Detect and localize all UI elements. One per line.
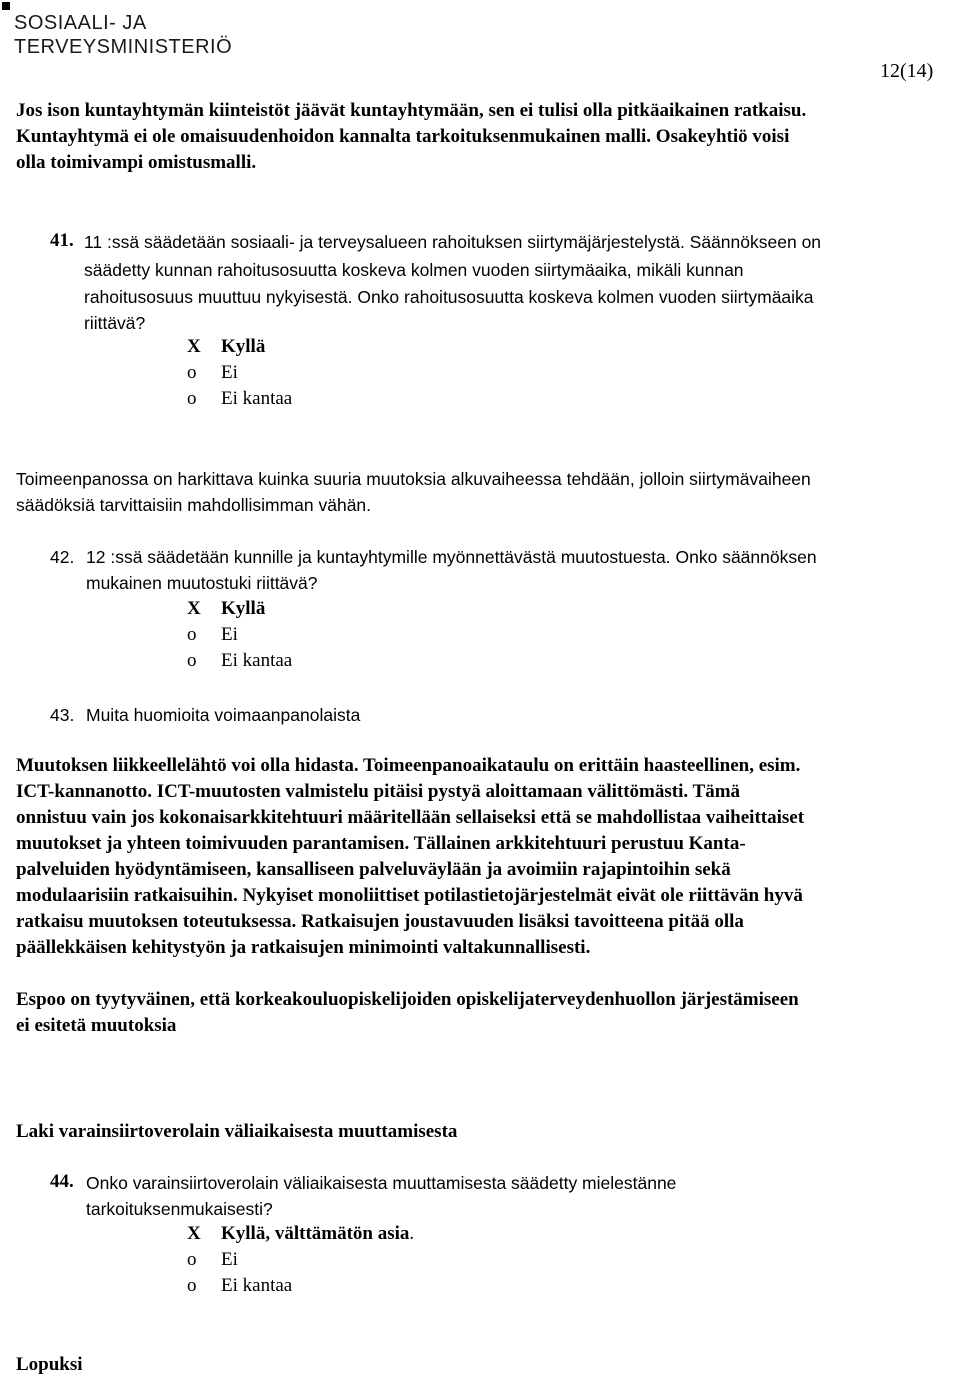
question-41-text: riittävä? bbox=[84, 313, 146, 333]
option-selected[interactable] bbox=[187, 334, 265, 360]
question-41-text: säädetty kunnan rahoitusosuutta koskeva kolmen vuoden siirtymäaika, mikäli kunnan bbox=[84, 260, 744, 280]
option-label: Ei bbox=[221, 624, 238, 645]
question-42-text: mukainen muutostuki riittävä? bbox=[86, 573, 318, 593]
option[interactable] bbox=[187, 360, 238, 386]
option-mark: o bbox=[187, 1249, 197, 1270]
question-44-text: Onko varainsiirtoverolain väliaikaisesta muuttamisesta säädetty mielestänne bbox=[86, 1173, 677, 1193]
option-label: Kyllä bbox=[221, 336, 266, 357]
option[interactable] bbox=[187, 1247, 238, 1273]
logo-line-1: SOSIAALI- JA bbox=[14, 12, 147, 34]
comment-bold-line: palveluiden hyödyntämiseen, kansalliseen palveluväylään ja avoimiin rajapintoihin sekä bbox=[16, 859, 731, 880]
comment-line: Toimeenpanossa on harkittava kuinka suuria muutoksia alkuvaiheessa tehdään, jolloin siirtymävaiheen bbox=[16, 469, 811, 489]
question-41-text: 11 :ssä säädetään sosiaali- ja terveysalueen rahoituksen siirtymäjärjestelystä. Säännökseen on bbox=[84, 232, 822, 252]
option-mark: o bbox=[187, 362, 197, 383]
option-label: Ei kantaa bbox=[221, 388, 293, 409]
option-mark: o bbox=[187, 1275, 197, 1296]
option-label: Kyllä bbox=[221, 598, 266, 619]
question-42-text: 12 :ssä säädetään kunnille ja kuntayhtymille myönnettävästä muutostuesta. Onko säännöksen bbox=[86, 547, 817, 567]
question-number-44: 44. bbox=[50, 1171, 74, 1192]
logo-line-2: TERVEYSMINISTERIÖ bbox=[14, 36, 233, 58]
logo-mark bbox=[2, 2, 10, 10]
option-suffix: . bbox=[409, 1223, 415, 1244]
comment-bold-line: onnistuu vain jos kokonaisarkkitehtuuri määritellään sellaiseksi että se mahdollistaa vaiheittaiset bbox=[16, 807, 805, 828]
option[interactable] bbox=[187, 622, 238, 648]
option-label: Ei kantaa bbox=[221, 650, 293, 671]
comment-bold-line: modulaarisiin ratkaisuihin. Nykyiset monoliittiset potilastietojärjestelmät eivät ole riittävän hyvä bbox=[16, 885, 803, 906]
option-mark: o bbox=[187, 650, 197, 671]
option-mark: X bbox=[187, 598, 201, 619]
option-label: Ei bbox=[221, 362, 238, 383]
option[interactable] bbox=[187, 1273, 292, 1299]
closing-title: Lopuksi bbox=[16, 1354, 83, 1375]
question-41-text: rahoitusosuus muuttuu nykyisestä. Onko rahoitusosuutta koskeva kolmen vuoden siirtymäaika bbox=[84, 287, 814, 307]
comment-bold-line: ICT-kannanotto. ICT-muutosten valmistelu pitäisi pystyä aloittamaan välittömästi. Tämä bbox=[16, 781, 741, 802]
question-number-41: 41. bbox=[50, 230, 74, 251]
intro-line: Jos ison kuntayhtymän kiinteistöt jäävät kuntayhtymään, sen ei tulisi olla pitkäaikainen ratkaisu. bbox=[16, 100, 807, 121]
question-44-text: tarkoituksenmukaisesti? bbox=[86, 1199, 273, 1219]
section-title: Laki varainsiirtoverolain väliaikaisesta muuttamisesta bbox=[16, 1121, 458, 1142]
option-mark: X bbox=[187, 336, 201, 357]
intro-line: Kuntayhtymä ei ole omaisuudenhoidon kannalta tarkoituksenmukainen malli. Osakeyhtiö voisi bbox=[16, 126, 790, 147]
option-mark: o bbox=[187, 624, 197, 645]
option-selected[interactable] bbox=[187, 1221, 414, 1247]
option-mark: o bbox=[187, 388, 197, 409]
espoo-line: Espoo on tyytyväinen, että korkeakouluopiskelijoiden opiskelijaterveydenhuollon järjestämiseen bbox=[16, 989, 799, 1010]
option[interactable] bbox=[187, 648, 292, 674]
comment-line: säädöksiä tarvittaisiin mahdollisimman vähän. bbox=[16, 495, 372, 515]
option-label: Kyllä, välttämätön asia bbox=[221, 1223, 410, 1244]
comment-bold-line: Muutoksen liikkeellelähtö voi olla hidasta. Toimeenpanoaikataulu on erittäin haasteellinen, esim. bbox=[16, 755, 801, 776]
option-label: Ei bbox=[221, 1249, 238, 1270]
option-mark: X bbox=[187, 1223, 201, 1244]
comment-bold-line: muutokset ja yhteen toimivuuden parantamisen. Tällainen arkkitehtuuri perustuu Kanta- bbox=[16, 833, 746, 854]
question-number-42: 42. bbox=[50, 547, 75, 567]
question-number-43: 43. bbox=[50, 705, 75, 725]
page-number: 12(14) bbox=[880, 60, 934, 82]
intro-line: olla toimivampi omistusmalli. bbox=[16, 152, 257, 173]
option-label: Ei kantaa bbox=[221, 1275, 293, 1296]
option-selected[interactable] bbox=[187, 596, 265, 622]
comment-bold-line: ratkaisu muutoksen toteutuksessa. Ratkaisujen joustavuuden lisäksi tavoitteena pitää olla bbox=[16, 911, 744, 932]
option[interactable] bbox=[187, 386, 292, 412]
espoo-line: ei esitetä muutoksia bbox=[16, 1015, 177, 1036]
comment-bold-line: päällekkäisen kehitystyön ja ratkaisujen minimointi valtakunnallisesti. bbox=[16, 937, 591, 958]
question-43-text: Muita huomioita voimaanpanolaista bbox=[86, 705, 361, 725]
